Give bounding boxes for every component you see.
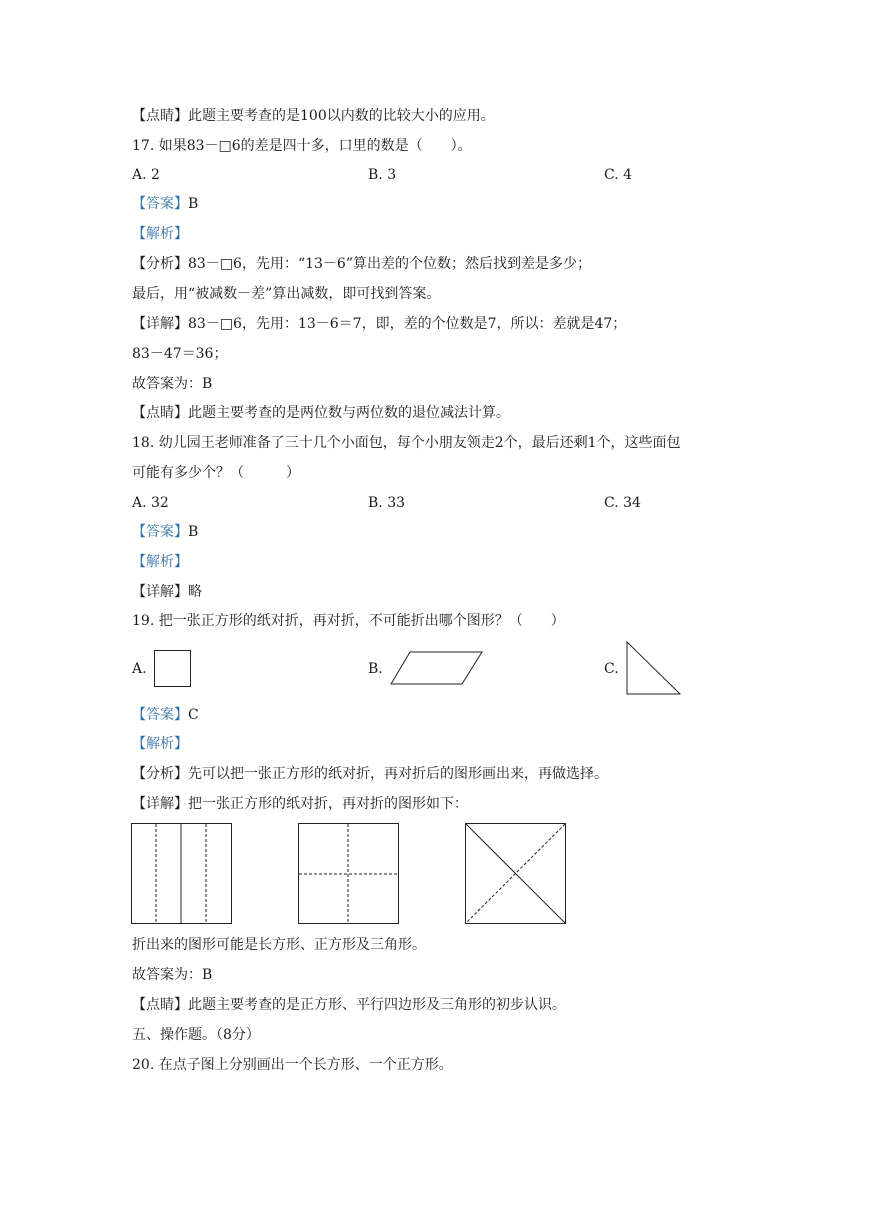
q19-option-c: C.	[604, 661, 619, 677]
final-answer-19: 故答案为：B	[132, 967, 213, 983]
q18-option-c: C. 34	[604, 495, 641, 511]
answer-18	[132, 522, 198, 542]
jiexi-17: 【解析】	[132, 226, 188, 242]
q18-option-b: B. 33	[368, 495, 406, 511]
dianjing-19: 【点睛】此题主要考查的是正方形、平行四边形及三角形的初步认识。	[132, 997, 566, 1013]
question-18: 18. 幼儿园王老师准备了三十几个小面包，每个小朋友领走2个，最后还剩1个，这些面包	[132, 435, 681, 451]
xiangjie-17: 【详解】83－□6，先用：13－6＝7，即，差的个位数是7，所以：差就是47；	[132, 316, 627, 332]
square-shape	[154, 650, 192, 688]
answer-tag: 【答案】	[132, 196, 188, 212]
q17-option-c: C. 4	[604, 167, 633, 183]
question-20: 20. 在点子图上分别画出一个长方形、一个正方形。	[132, 1057, 453, 1073]
answer-value: B	[188, 196, 199, 212]
question-18-cont: 可能有多少个？（ ）	[132, 465, 300, 481]
answer-value: C	[188, 707, 199, 723]
q17-option-a: A. 2	[132, 167, 160, 183]
zhechu-19: 折出来的图形可能是长方形、正方形及三角形。	[132, 937, 426, 953]
right-triangle-shape	[626, 641, 682, 696]
parallelogram-shape	[390, 651, 484, 685]
question-17: 17. 如果83－□6的差是四十多，口里的数是（ ）。	[132, 138, 472, 154]
fold-figure-strips	[131, 823, 233, 925]
fold-figure-diagonals	[465, 823, 567, 925]
q17-option-b: B. 3	[368, 167, 397, 183]
dianjing-16: 【点睛】此题主要考查的是100以内数的比较大小的应用。	[132, 108, 495, 124]
answer-tag: 【答案】	[132, 524, 188, 540]
answer-17	[132, 194, 198, 214]
fenxi-17: 【分析】83－□6，先用：“13－6”算出差的个位数；然后找到差是多少；	[132, 256, 591, 272]
question-19: 19. 把一张正方形的纸对折，再对折，不可能折出哪个图形？（ ）	[132, 613, 565, 629]
final-answer-17: 故答案为：B	[132, 376, 213, 392]
jiexi-19: 【解析】	[132, 736, 188, 752]
fold-figure-quarters	[298, 823, 400, 925]
jiexi-18: 【解析】	[132, 554, 188, 570]
xiangjie-17-cont: 83－47＝36；	[132, 346, 228, 362]
answer-tag: 【答案】	[132, 707, 188, 723]
q19-option-a: A.	[132, 661, 147, 677]
dianjing-17: 【点睛】此题主要考查的是两位数与两位数的退位减法计算。	[132, 405, 510, 421]
answer-19	[132, 705, 199, 725]
answer-value: B	[188, 524, 199, 540]
section-5-heading: 五、操作题。（8分）	[132, 1027, 260, 1043]
fenxi-19: 【分析】先可以把一张正方形的纸对折，再对折后的图形画出来，再做选择。	[132, 766, 608, 782]
q19-option-b: B.	[368, 661, 383, 677]
fenxi-17-cont: 最后，用“被减数－差”算出减数，即可找到答案。	[132, 286, 441, 302]
xiangjie-18: 【详解】略	[132, 584, 202, 600]
xiangjie-19: 【详解】把一张正方形的纸对折，再对折的图形如下：	[132, 796, 468, 812]
q18-option-a: A. 32	[132, 495, 169, 511]
